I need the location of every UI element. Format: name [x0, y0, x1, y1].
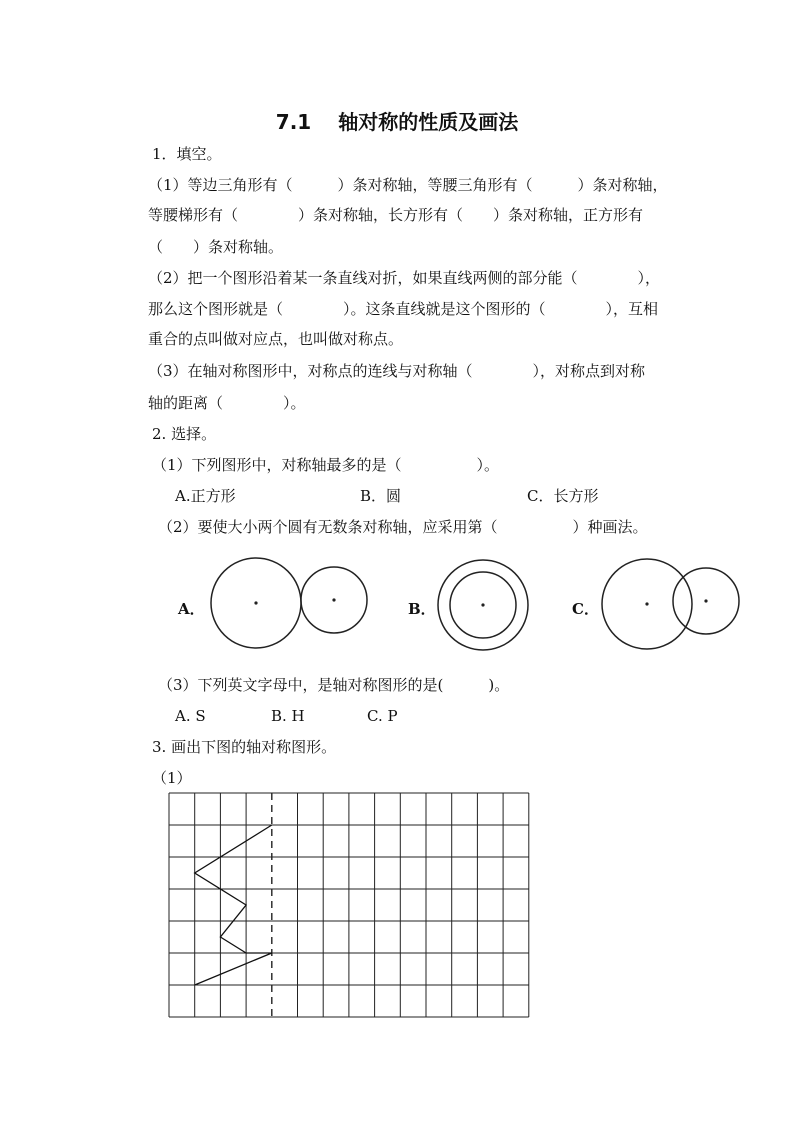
q2-3-option-a: A. S	[175, 707, 206, 725]
q1-1-line1: （1）等边三角形有（ ）条对称轴，等腰三角形有（ ）条对称轴，	[148, 176, 668, 194]
q1-3-line2: 轴的距离（ ）。	[148, 394, 306, 412]
q1-1-line3: （ ）条对称轴。	[148, 238, 284, 256]
section-3-sub: （1）	[152, 769, 192, 787]
page-title: 7.1 轴对称的性质及画法	[275, 110, 519, 134]
section-2-heading: 2. 选择。	[152, 425, 217, 443]
circle-option-c-label: C．	[572, 600, 599, 618]
q1-3-line1: （3）在轴对称图形中，对称点的连线与对称轴（ ），对称点到对称	[148, 362, 646, 380]
q2-1-stem: （1）下列图形中，对称轴最多的是（ ）。	[152, 456, 500, 474]
circle-option-b-label: B．	[408, 600, 436, 618]
q2-3-option-b: B. H	[271, 707, 305, 725]
section-3-heading: 3. 画出下图的轴对称图形。	[152, 738, 337, 756]
q1-2-line3: 重合的点叫做对应点，也叫做对称点。	[148, 330, 404, 348]
q2-1-option-a: A.正方形	[175, 487, 236, 505]
q2-1-option-c: C．长方形	[527, 487, 599, 505]
q1-1-line2: 等腰梯形有（ ）条对称轴，长方形有（ ）条对称轴，正方形有	[148, 206, 644, 224]
section-1-heading: 1．填空。	[152, 145, 222, 163]
q2-3-option-c: C. P	[367, 707, 398, 725]
q1-2-line2: 那么这个图形就是（ ）。这条直线就是这个图形的（ ），互相	[148, 300, 659, 318]
q2-2-stem: （2）要使大小两个圆有无数条对称轴，应采用第（ ）种画法。	[158, 518, 648, 536]
half-shape-outline	[195, 825, 272, 985]
q2-3-stem: （3）下列英文字母中，是轴对称图形的是( )。	[158, 676, 510, 694]
q2-1-option-b: B．圆	[360, 487, 402, 505]
circle-option-a-label: A．	[178, 600, 205, 618]
q1-2-line1: （2）把一个图形沿着某一条直线对折，如果直线两侧的部分能（ ），	[148, 269, 661, 287]
